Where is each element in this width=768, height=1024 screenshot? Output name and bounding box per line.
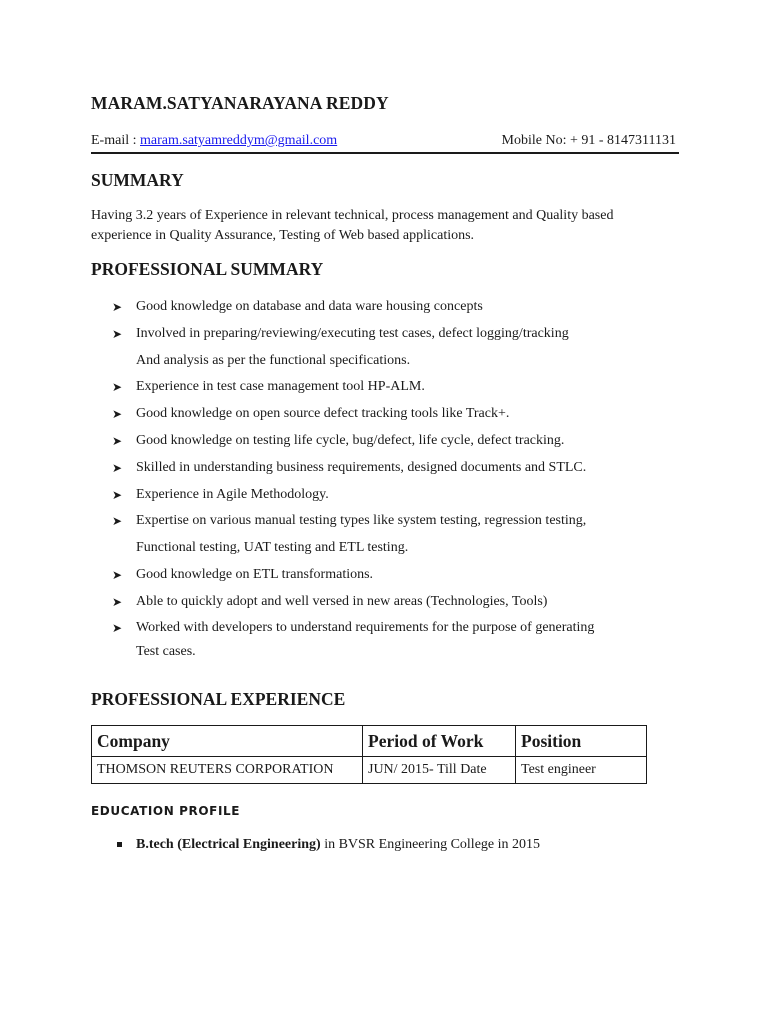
arrow-bullet-icon: ➤ bbox=[112, 514, 123, 529]
list-item bbox=[91, 562, 681, 589]
list-item bbox=[91, 835, 540, 855]
contact-row bbox=[91, 132, 679, 154]
arrow-bullet-icon: ➤ bbox=[112, 326, 123, 341]
list-item-text: Test cases. bbox=[136, 643, 196, 659]
list-item bbox=[91, 508, 681, 535]
mobile-number: Mobile No: + 91 - 8147311131 bbox=[501, 133, 676, 148]
education-heading: EDUCATION PROFILE bbox=[91, 804, 241, 818]
arrow-bullet-icon: ➤ bbox=[112, 620, 123, 635]
list-item-text: And analysis as per the functional specifications. bbox=[136, 352, 411, 368]
company-cell: THOMSON REUTERS CORPORATION bbox=[92, 757, 363, 784]
list-item bbox=[91, 455, 681, 482]
list-item bbox=[91, 482, 681, 509]
arrow-bullet-icon: ➤ bbox=[112, 300, 123, 314]
professional-summary-heading: PROFESSIONAL SUMMARY bbox=[91, 259, 324, 279]
list-item bbox=[91, 321, 681, 348]
list-item-text: Good knowledge on ETL transformations. bbox=[136, 566, 374, 582]
arrow-bullet-icon: ➤ bbox=[112, 567, 123, 582]
list-item-continuation bbox=[91, 535, 681, 562]
arrow-bullet-icon: ➤ bbox=[112, 487, 123, 502]
professional-summary-list bbox=[91, 294, 681, 664]
list-item-text: Expertise on various manual testing types like system testing, regression testing, bbox=[136, 513, 587, 529]
list-item-text: Experience in test case management tool HP-ALM. bbox=[136, 379, 425, 395]
column-header-period: Period of Work bbox=[363, 726, 516, 757]
arrow-bullet-icon: ➤ bbox=[112, 407, 123, 422]
list-item-text: Involved in preparing/reviewing/executing test cases, defect logging/tracking bbox=[136, 325, 569, 341]
degree-name: B.tech (Electrical Engineering) bbox=[136, 837, 321, 852]
professional-experience-heading: PROFESSIONAL EXPERIENCE bbox=[91, 689, 346, 709]
list-item-continuation bbox=[91, 640, 681, 664]
arrow-bullet-icon: ➤ bbox=[112, 594, 123, 609]
period-cell: JUN/ 2015- Till Date bbox=[363, 757, 516, 784]
list-item-text: Functional testing, UAT testing and ETL testing. bbox=[136, 540, 409, 556]
column-header-position: Position bbox=[516, 726, 647, 757]
list-item bbox=[91, 428, 681, 455]
list-item-text: Worked with developers to understand requirements for the purpose of generating bbox=[136, 619, 595, 635]
list-item-text: Good knowledge on testing life cycle, bug/defect, life cycle, defect tracking. bbox=[136, 432, 565, 448]
summary-text: Having 3.2 years of Experience in relevant technical, process management and Quality based experience in Quality Assurance, Testing of Web based applications. bbox=[91, 208, 614, 243]
list-item-text: Experience in Agile Methodology. bbox=[136, 486, 329, 502]
email-label: E-mail : bbox=[91, 133, 140, 148]
summary-heading: SUMMARY bbox=[91, 170, 184, 190]
table-header-row bbox=[92, 726, 647, 757]
list-item bbox=[91, 401, 681, 428]
degree-detail: in BVSR Engineering College in 2015 bbox=[320, 837, 541, 852]
list-item bbox=[91, 589, 681, 616]
list-item-text: Good knowledge on open source defect tracking tools like Track+. bbox=[136, 406, 510, 422]
position-cell: Test engineer bbox=[516, 757, 647, 784]
column-header-company: Company bbox=[92, 726, 363, 757]
list-item-text: Skilled in understanding business requirements, designed documents and STLC. bbox=[136, 459, 587, 475]
list-item-text: Good knowledge on database and data ware housing concepts bbox=[136, 299, 483, 314]
arrow-bullet-icon: ➤ bbox=[112, 380, 123, 395]
candidate-name: MARAM.SATYANARAYANA REDDY bbox=[91, 93, 389, 113]
list-item bbox=[91, 374, 681, 401]
email-line bbox=[91, 133, 337, 149]
table-row bbox=[92, 757, 647, 784]
education-list bbox=[91, 835, 540, 855]
list-item bbox=[91, 616, 681, 640]
square-bullet-icon bbox=[117, 842, 122, 847]
list-item-text: Able to quickly adopt and well versed in new areas (Technologies, Tools) bbox=[136, 593, 548, 609]
arrow-bullet-icon: ➤ bbox=[112, 433, 123, 448]
list-item-continuation bbox=[91, 348, 681, 375]
experience-table bbox=[91, 725, 647, 784]
arrow-bullet-icon: ➤ bbox=[112, 460, 123, 475]
list-item bbox=[91, 294, 681, 321]
email-link[interactable]: maram.satyamreddym@gmail.com bbox=[140, 133, 338, 148]
